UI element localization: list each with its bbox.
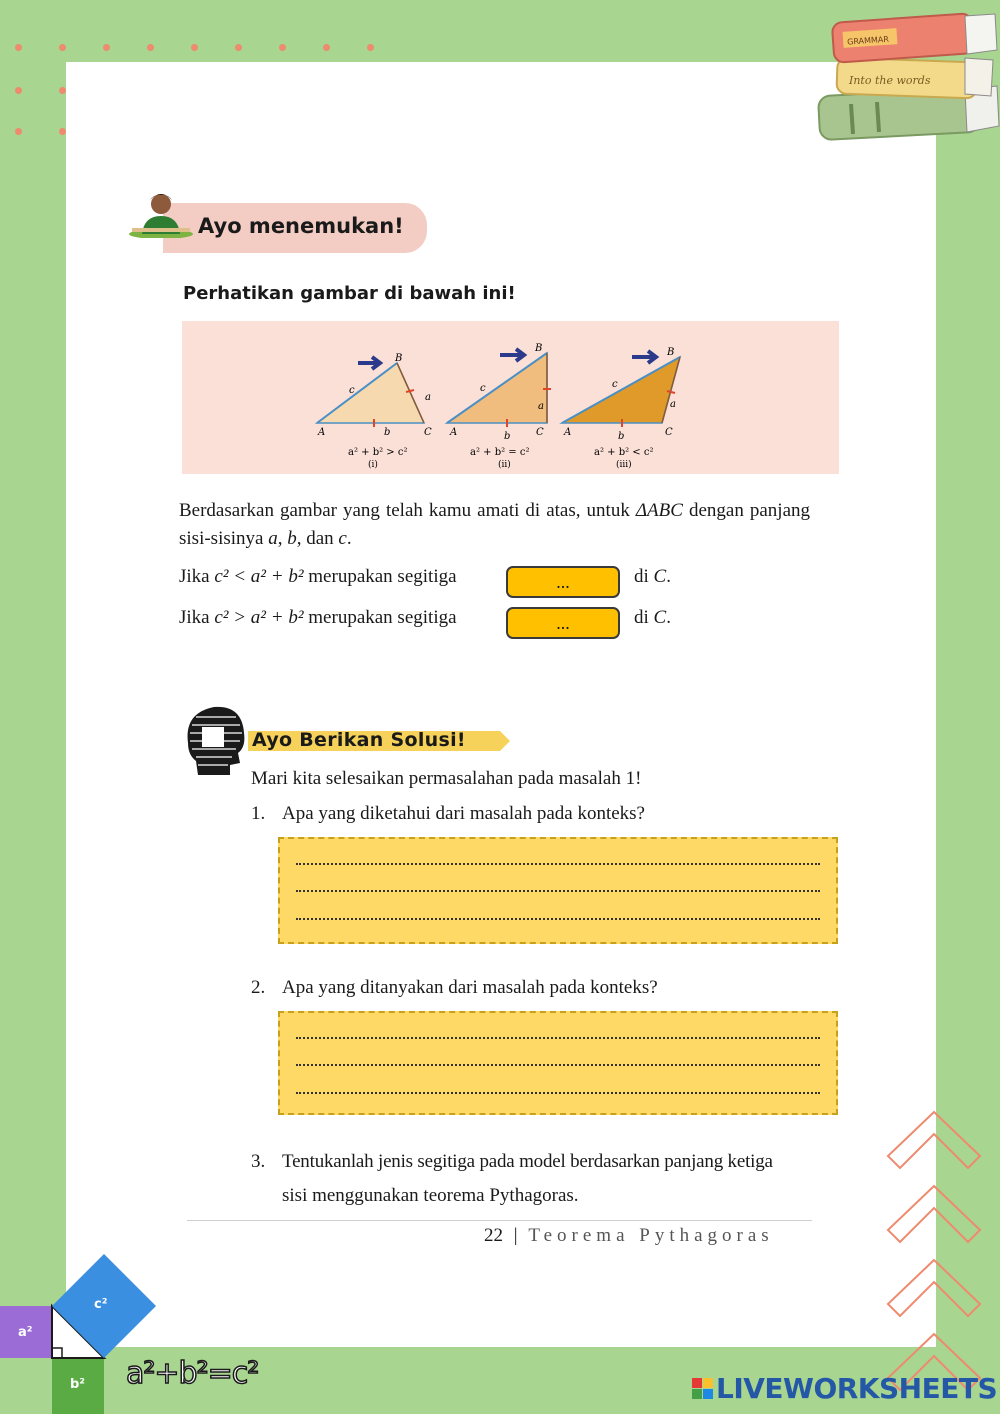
- book-title-words: Into the words: [849, 74, 931, 87]
- caption-1: (i): [368, 460, 378, 470]
- label-A-2: A: [450, 427, 458, 438]
- question-1-number: 1.: [251, 803, 266, 824]
- triangle-figure: [182, 321, 839, 474]
- decorative-dot: [367, 44, 374, 51]
- answer-box-2[interactable]: [278, 1011, 838, 1115]
- chevron-decoration: [884, 1108, 988, 1408]
- label-c-1: c: [349, 385, 355, 396]
- label-a-3: a: [670, 399, 676, 410]
- question-1-text: Apa yang diketahui dari masalah pada konteks?: [282, 803, 645, 824]
- section-title-discover: Ayo menemukan!: [198, 214, 404, 238]
- decorative-dot: [15, 128, 22, 135]
- decorative-dot: [323, 44, 330, 51]
- statement-1: [179, 566, 457, 588]
- paragraph-text-2: dengan panjang sisi-sisinya: [179, 500, 811, 549]
- statement-2-after: di: [634, 607, 654, 628]
- decorative-dot: [15, 87, 22, 94]
- statement-2-math: c² > a² + b²: [214, 607, 304, 628]
- page-footer: [484, 1225, 774, 1247]
- answer-line: [296, 863, 820, 865]
- answer-line: [296, 918, 820, 920]
- label-A-1: A: [318, 427, 326, 438]
- statement-1-prefix: Jika: [179, 566, 215, 587]
- caption-2: (ii): [498, 460, 511, 470]
- decorative-dot: [103, 44, 110, 51]
- decorative-dot: [15, 44, 22, 51]
- label-b-2: b: [504, 431, 511, 442]
- square-a-label: a²: [18, 1325, 33, 1340]
- caption-3: (iii): [616, 460, 632, 470]
- statement-1-after: di: [634, 566, 654, 587]
- decorative-dot: [235, 44, 242, 51]
- statement-2-prefix: Jika: [179, 607, 215, 628]
- book-title-grammar: GRAMMAR: [846, 34, 890, 47]
- label-c-2: c: [480, 383, 486, 394]
- decorative-dot: [279, 44, 286, 51]
- paragraph-text-1: Berdasarkan gambar yang telah kamu amati di atas, untuk: [179, 500, 636, 521]
- decorative-dot: [59, 44, 66, 51]
- decorative-dot: [147, 44, 154, 51]
- answer-line: [296, 890, 820, 892]
- decorative-dot: [59, 128, 66, 135]
- dan-text: , dan: [296, 528, 339, 549]
- question-2-number: 2.: [251, 977, 266, 998]
- answer-blank-2[interactable]: ...: [506, 607, 620, 639]
- label-B-2: B: [535, 343, 543, 354]
- formula-2: a² + b² = c²: [470, 447, 530, 458]
- instruction-heading: Perhatikan gambar di bawah ini!: [183, 283, 516, 304]
- pythagoras-formula: a²+b²=c²: [126, 1356, 259, 1391]
- label-a-2: a: [538, 401, 544, 412]
- statement-1-vertex: C: [653, 566, 667, 587]
- answer-line: [296, 1092, 820, 1094]
- question-3-text-line1: Tentukanlah jenis segitiga pada model berdasarkan panjang ketiga: [282, 1151, 773, 1172]
- label-C-2: C: [536, 427, 544, 438]
- triangle-right: [447, 343, 551, 470]
- label-C-3: C: [665, 427, 673, 438]
- label-C-1: C: [424, 427, 432, 438]
- question-2-text: Apa yang ditanyakan dari masalah pada konteks?: [282, 977, 658, 998]
- decorative-dot: [191, 44, 198, 51]
- var-c: c: [338, 528, 347, 549]
- books-decoration: [815, 8, 1000, 146]
- solution-intro: Mari kita selesaikan permasalahan pada masalah 1!: [251, 768, 642, 789]
- formula-3: a² + b² < c²: [594, 447, 654, 458]
- student-writing-icon: [128, 190, 194, 238]
- comma: ,: [277, 528, 288, 549]
- footer-title: Teorema Pythagoras: [528, 1225, 774, 1246]
- answer-line: [296, 1064, 820, 1066]
- answer-line: [296, 1037, 820, 1039]
- var-b: b: [287, 528, 297, 549]
- statement-1-period: .: [666, 566, 671, 587]
- label-B-1: B: [395, 353, 403, 364]
- section-title-solution: Ayo Berikan Solusi!: [252, 729, 466, 751]
- paragraph-math-triangle: ΔABC: [635, 500, 683, 521]
- label-A-3: A: [564, 427, 572, 438]
- statement-1-end: [634, 566, 671, 588]
- answer-blank-1[interactable]: ...: [506, 566, 620, 598]
- liveworksheets-logo-icon: [692, 1378, 714, 1400]
- statement-2-vertex: C: [653, 607, 667, 628]
- label-b-3: b: [618, 431, 625, 442]
- statement-1-suffix: merupakan segitiga: [303, 566, 457, 587]
- thinking-head-icon: [180, 703, 250, 779]
- period: .: [346, 528, 352, 549]
- statement-2: [179, 607, 457, 629]
- statement-1-math: c² < a² + b²: [214, 566, 304, 587]
- var-a: a: [268, 528, 278, 549]
- square-c-label: c²: [94, 1297, 108, 1312]
- footer-separator: |: [513, 1225, 518, 1246]
- triangle-acute: [317, 353, 432, 470]
- decorative-dot: [59, 87, 66, 94]
- observation-paragraph: [179, 497, 810, 553]
- triangle-obtuse: [562, 347, 680, 470]
- statement-2-suffix: merupakan segitiga: [303, 607, 457, 628]
- answer-box-1[interactable]: [278, 837, 838, 944]
- page-number: 22: [484, 1225, 503, 1246]
- question-3-text-line2: sisi menggunakan teorema Pythagoras.: [282, 1185, 579, 1206]
- question-3-number: 3.: [251, 1151, 266, 1172]
- footer-divider: [187, 1220, 812, 1221]
- label-B-3: B: [667, 347, 675, 358]
- label-c-3: c: [612, 379, 618, 390]
- statement-2-end: [634, 607, 671, 629]
- square-b-label: b²: [70, 1377, 85, 1392]
- statement-2-period: .: [666, 607, 671, 628]
- label-a-1: a: [425, 392, 431, 403]
- label-b-1: b: [384, 427, 391, 438]
- liveworksheets-brand: LIVEWORKSHEETS: [716, 1372, 998, 1405]
- formula-1: a² + b² > c²: [348, 447, 408, 458]
